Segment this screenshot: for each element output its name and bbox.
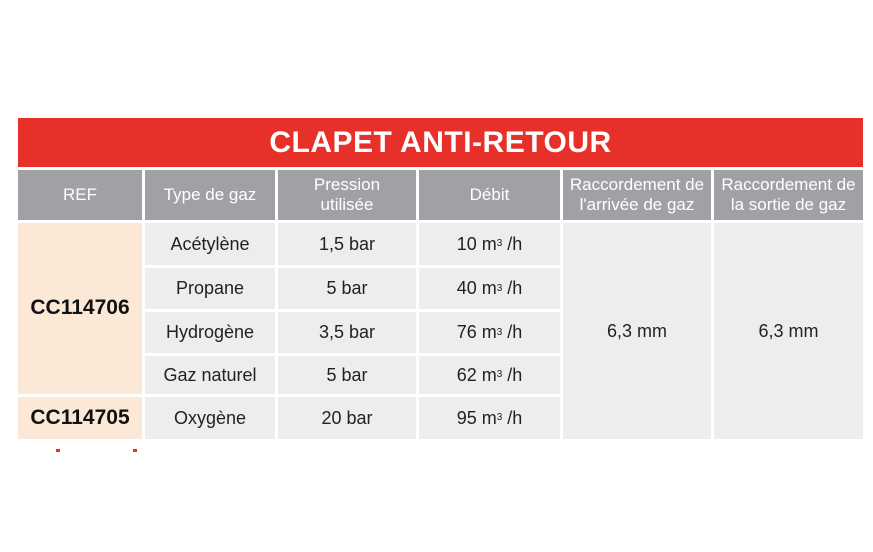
header-outlet (714, 170, 863, 220)
header-pressure-line1: Pression (313, 175, 381, 195)
flow-cell: 76 m 3 /h (419, 312, 560, 353)
pressure-cell: 1,5 bar (278, 223, 416, 265)
header-inlet (563, 170, 711, 220)
inlet-connection-cell: 6,3 mm (563, 223, 711, 439)
header-inlet-line2: l'arrivée de gaz (579, 195, 695, 214)
header-pressure (278, 170, 416, 220)
flow-value: 95 m (456, 407, 497, 428)
flow-value: 40 m (456, 278, 497, 299)
gas-type-cell: Hydrogène (145, 312, 275, 353)
flow-cell: 95 m 3 /h (419, 397, 560, 439)
flow-unit: /h (502, 278, 523, 299)
flow-cell: 10 m 3 /h (419, 223, 560, 265)
header-pressure-line2: utilisée (320, 195, 374, 214)
header-outlet-line1: Raccordement de (721, 175, 856, 195)
pressure-cell: 3,5 bar (278, 312, 416, 353)
flow-unit: /h (502, 322, 523, 343)
ref-cc114705: CC114705 (18, 397, 142, 439)
gas-type-cell: Gaz naturel (145, 356, 275, 394)
flow-value: 76 m (456, 322, 497, 343)
pressure-cell: 5 bar (278, 268, 416, 309)
outlet-connection-cell: 6,3 mm (714, 223, 863, 439)
flow-value: 62 m (456, 364, 497, 385)
gas-type-cell: Acétylène (145, 223, 275, 265)
decorative-fleck (133, 449, 137, 452)
header-gas-type: Type de gaz (145, 170, 275, 220)
header-flow: Débit (419, 170, 560, 220)
pressure-cell: 20 bar (278, 397, 416, 439)
header-ref: REF (18, 170, 142, 220)
flow-unit: /h (502, 364, 523, 385)
decorative-fleck (56, 449, 60, 452)
pressure-cell: 5 bar (278, 356, 416, 394)
gas-type-cell: Propane (145, 268, 275, 309)
gas-type-cell: Oxygène (145, 397, 275, 439)
header-inlet-line1: Raccordement de (569, 175, 705, 195)
table-title: CLAPET ANTI-RETOUR (18, 118, 863, 167)
flow-cell: 40 m 3 /h (419, 268, 560, 309)
flow-unit: /h (502, 407, 523, 428)
flow-cell: 62 m 3 /h (419, 356, 560, 394)
ref-cc114706: CC114706 (18, 223, 142, 394)
header-outlet-line2: la sortie de gaz (730, 195, 847, 214)
flow-value: 10 m (456, 233, 497, 254)
flow-unit: /h (502, 233, 523, 254)
